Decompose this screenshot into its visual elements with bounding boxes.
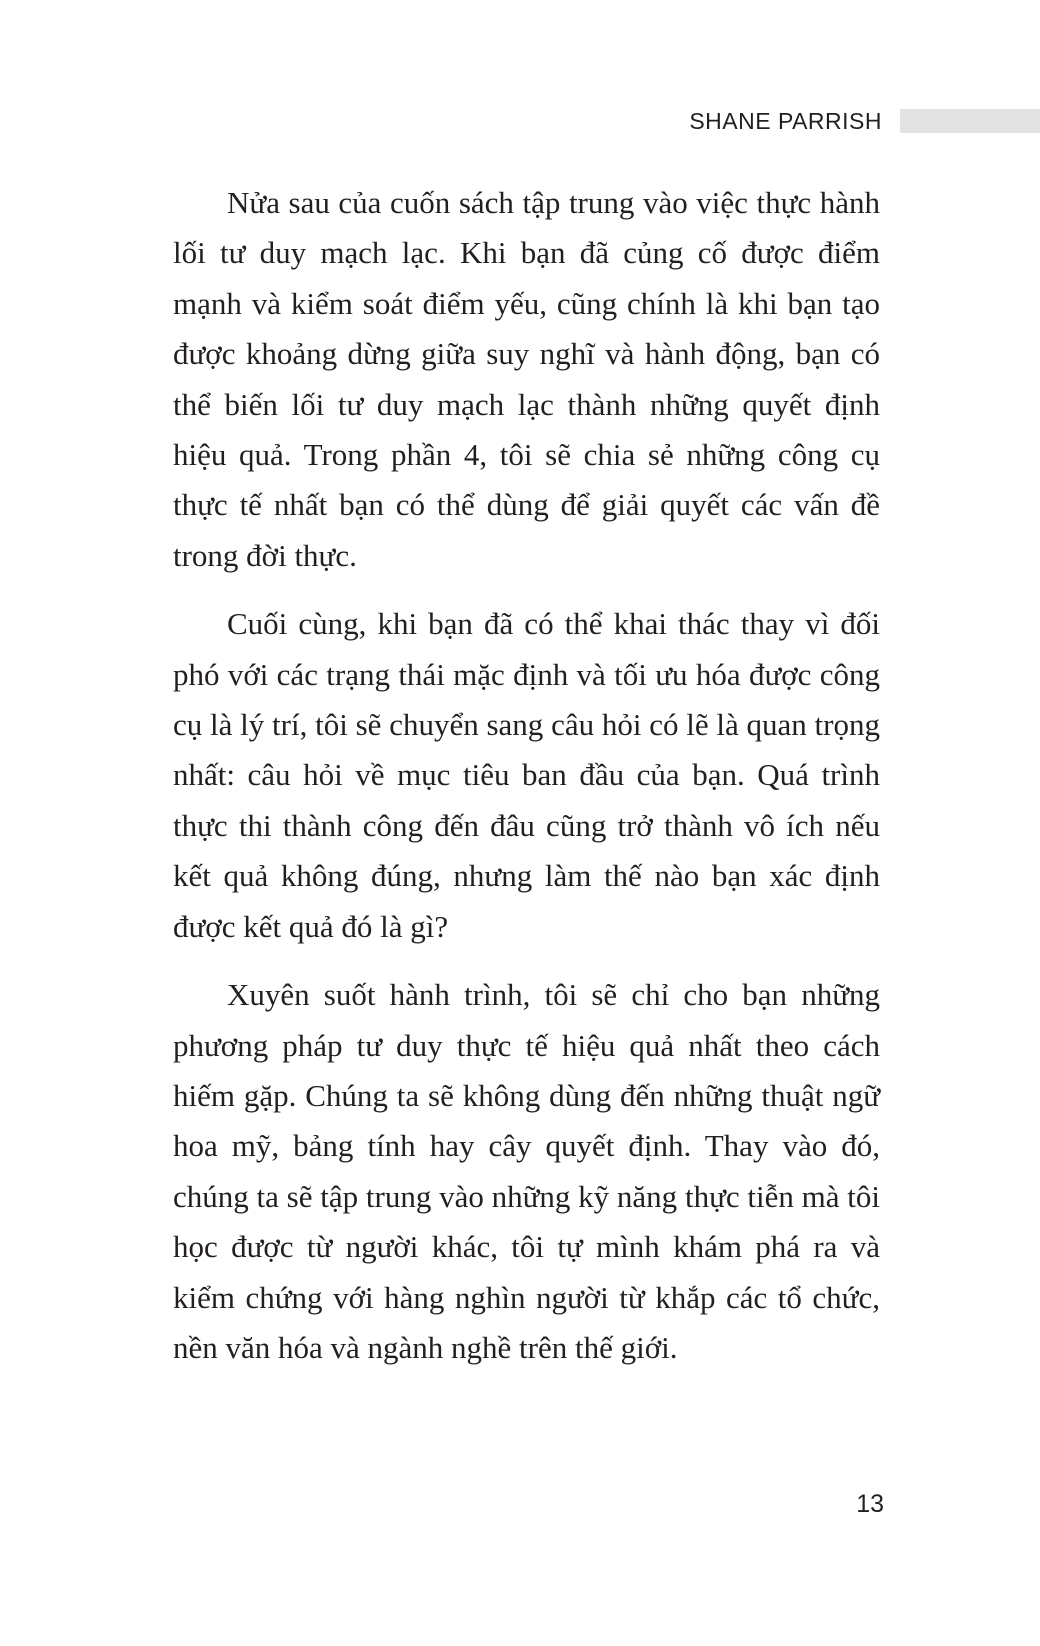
body-text <box>173 178 880 1391</box>
paragraph-1: Nửa sau của cuốn sách tập trung vào việc thực hành lối tư duy mạch lạc. Khi bạn đã củng cố được điểm mạnh và kiểm soát điểm yếu, cũng chính là khi bạn tạo được khoảng dừng giữa suy nghĩ và hành động, bạn có thể biến lối tư duy mạch lạc thành những quyết định hiệu quả. Trong phần 4, tôi sẽ chia sẻ những công cụ thực tế nhất bạn có thể dùng để giải quyết các vấn đề trong đời thực. <box>173 185 880 573</box>
page-number: 13 <box>856 1490 884 1518</box>
running-head-author: SHANE PARRISH <box>689 108 882 134</box>
paragraph-2: Cuối cùng, khi bạn đã có thể khai thác thay vì đối phó với các trạng thái mặc định và tối ưu hóa được công cụ là lý trí, tôi sẽ chuyển sang câu hỏi có lẽ là quan trọng nhất: câu hỏi về mục tiêu ban đầu của bạn. Quá trình thực thi thành công đến đâu cũng trở thành vô ích nếu kết quả không đúng, nhưng làm thế nào bạn xác định được kết quả đó là gì? <box>173 606 880 944</box>
header-decorative-bar <box>900 109 1040 133</box>
paragraph-3: Xuyên suốt hành trình, tôi sẽ chỉ cho bạn những phương pháp tư duy thực tế hiệu quả nhất theo cách hiếm gặp. Chúng ta sẽ không dùng đến những thuật ngữ hoa mỹ, bảng tính hay cây quyết định. Thay vào đó, chúng ta sẽ tập trung vào những kỹ năng thực tiễn mà tôi học được từ người khác, tôi tự mình khám phá ra và kiểm chứng với hàng nghìn người từ khắp các tổ chức, nền văn hóa và ngành nghề trên thế giới. <box>173 977 880 1365</box>
